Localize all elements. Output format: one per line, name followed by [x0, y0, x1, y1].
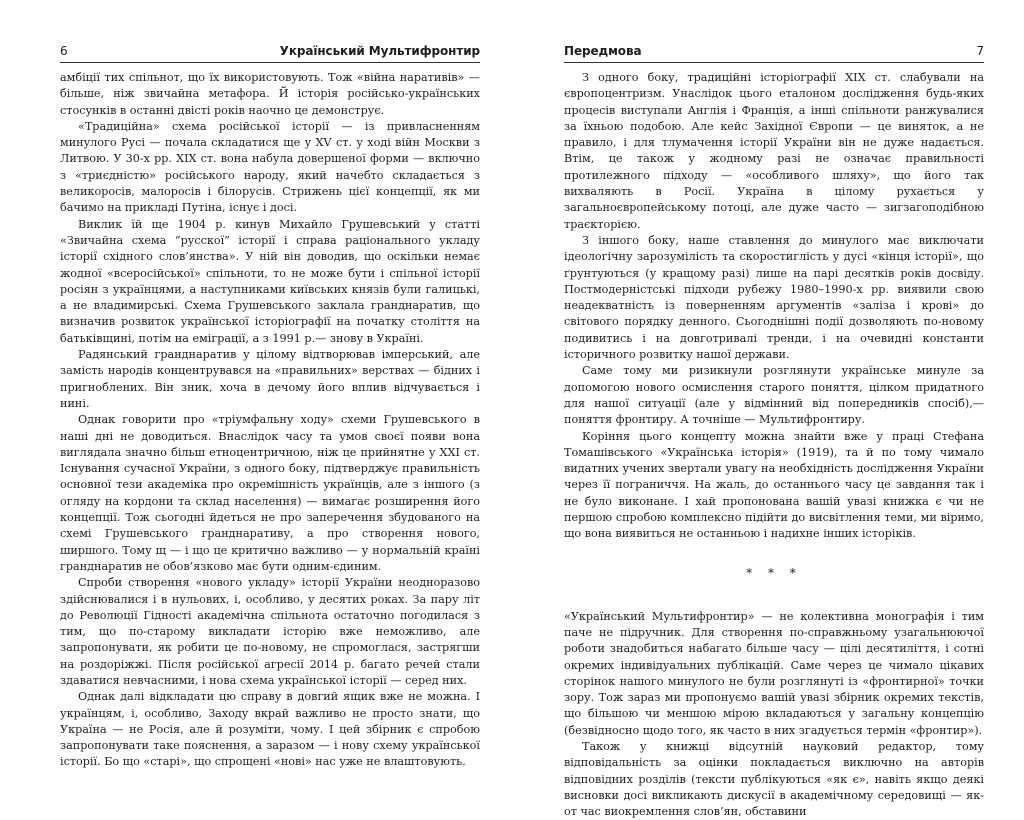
left-page-number: 6: [60, 44, 68, 58]
paragraph: З іншого боку, наше ставлення до минулого має виключати ідеологічну зарозумілість та скоростиглість у дусі «кінця історії», що ґрунтуються (у кращому разі) лише на парі десятків років досвіду. Постмодерністські підходи рубежу 1980–1990-х рр. виявили свою неадекватність із поверненням аргументів «заліза і крові» до світового порядку денного. Сьогоднішні події дозволяють по-новому подивитись і на довготривалі тренди, і на очевидні константи історичного розвитку нашої держави.: [564, 233, 984, 362]
paragraph: амбіції тих спільнот, що їх використовують. Тож «війна наративів» — більше, ніж звичайна метафора. Й історія російсько-українських стосунків в останні двісті років наочно це демонструє.: [60, 71, 480, 117]
right-page: [564, 0, 984, 819]
right-page-number: 7: [976, 44, 984, 58]
paragraph: Також у книжці відсутній науковий редактор, тому відповідальність за оцінки покладається виключно на авторів відповідних розділів (тексти публікуються «як є», навіть якщо деякі висновки досі викликають дискусії в академічному середовищі — як-от час виокремлення слов’ян, обставини: [564, 739, 984, 819]
right-header-rule: [564, 62, 984, 63]
paragraph: Спроби створення «нового укладу» історії України неодноразово здійснювалися і в нульових, і, особливо, у десятих роках. За пару літ до Революції Гідності академічна спільнота остаточно погодилася з тим, що по-старому викладати історію вже неможливо, але запропонувати, як робити це по-новому, не спромоглася, застрягши на роздоріжжі. Після російської агресії 2014 р. багато речей стали здаватися невчасними, і нова схема української історії — серед них.: [60, 576, 480, 687]
left-running-title: Український Мультифронтир: [279, 44, 480, 58]
left-page-header: [60, 44, 480, 62]
right-page-body: [564, 70, 984, 820]
left-page: [60, 0, 480, 769]
section-separator: * * *: [746, 565, 802, 580]
paragraph: Коріння цього концепту можна знайти вже у праці Стефана Томашівського «Українська історія» (1919), та й по тому чимало видатних учених звертали увагу на необхідність дослідження України через її пограниччя. На жаль, до останнього часу це завдання так і не було виконане. І хай пропонована вашій увазі книжка є чи не першою спробою комплексно підійти до висвітлення теми, ми віримо, що вона виявиться не останньою і надихне інших історіків.: [564, 429, 984, 541]
right-page-header: [564, 44, 984, 62]
paragraph: Однак говорити про «тріумфальну ходу» схеми Грушевського в наші дні не доводиться. Внаслідок часу та умов своєї появи вона виглядала значно більш етноцентричною, ніж це прийнятне у XXI ст. Існування сучасної України, з одного боку, підтверджує правильність основної тези академіка про окремішність українців, але з іншого (з огляду на кордони та склад населення) — вимагає розширення його концепції. Тож сьогодні йдеться не про заперечення збудованого на схемі Грушевського гранднаративу, а про створення нового, ширшого. Тому щ — і що це критично важливо — у нормальній країні гранднаратив не обов’язково має бути одним-єдиним.: [60, 413, 480, 573]
paragraph: Саме тому ми ризикнули розглянути українське минуле за допомогою нового осмислення старого поняття, цілком придатного для нашої ситуації (але у відмінний від попередників спосіб),— поняття фронтиру. А точніше — Мультифронтиру.: [564, 364, 984, 427]
right-running-title: Передмова: [564, 44, 642, 58]
paragraph: «Український Мультифронтир» — не колективна монографія і тим паче не підручник. Для створення по-справжньому узагальнюючої роботи знадобиться набагато більше часу — цілі десятиліття, і сотні окремих індивідуальних публікацій. Саме через це чимало цікавих сторінок нашого минулого не були розглянуті із «фронтирної» точки зору. Тож зараз ми пропонуємо вашій увазі збірник окремих текстів, що більшою чи меншою мірою вкладаються у загальну концепцію (безвідносно щодо того, як часто в них згадується термін «фронтир»).: [564, 609, 984, 737]
paragraph: З одного боку, традиційні історіографії XIX ст. слабували на європоцентризм. Унаслідок цього еталоном дослідження будь-яких процесів виступали Англія і Франція, а інші спільноти ранжувалися за їхньою подобою. Але кейс Західної Європи — це виняток, а не правило, і для тлумачення історії України він не дуже надається. Втім, це також у жодному разі не означає правильності протилежного підходу — «особливого шляху», що його так вихваляють в Росії. Україна в цілому рухається у загальноєвропейському потоці, але дуже часто — зигзагоподібною траєкторією.: [564, 71, 984, 231]
paragraph: Виклик їй ще 1904 р. кинув Михайло Грушевський у статті «Звичайна схема “русскої” історії і справа раціонального укладу історії східного слов’янства». У ній він доводив, що оскільки немає жодної «всеросійської» спільноти, то не може бути і спільної історії росіян з українцями, а наступниками київських князів були галицькі, а не владимирські. Схема Грушевського заклала гранднаратив, що визначив розвиток української історіографії на початку століття на батьківщині, потім на еміграції, а з 1991 р.— знову в Україні.: [60, 217, 480, 345]
left-header-rule: [60, 62, 480, 63]
paragraph: Радянський гранднаратив у цілому відтворював імперський, але замість народів концентрувався на «правильних» верствах — бідних і пригноблених. Він зник, хоча в дечому його вплив відчувається і нині.: [60, 348, 480, 410]
left-page-body: [60, 70, 480, 771]
paragraph: Однак далі відкладати цю справу в довгий ящик вже не можна. І українцям, і, особливо, Заходу вкрай важливо не просто знати, що Україна — не Росія, але й розуміти, чому. І цей збірник є спробою запропонувати таке пояснення, а заразом — і нову схему української історії. Бо що «старі», що спрощені «нові» нас уже не влаштовують.: [60, 690, 480, 769]
paragraph: «Традиційна» схема російської історії — із привласненням минулого Русі — почала складатися ще у XV ст. у ході війн Москви з Литвою. У 30-х рр. XIX ст. вона набула довершеної форми — включно з «триєдністю» російського народу, який начебто складається з великоросів, малоросів і білорусів. Стрижень цієї концепції, як ми бачимо на прикладі Путіна, існує і досі.: [60, 119, 480, 215]
